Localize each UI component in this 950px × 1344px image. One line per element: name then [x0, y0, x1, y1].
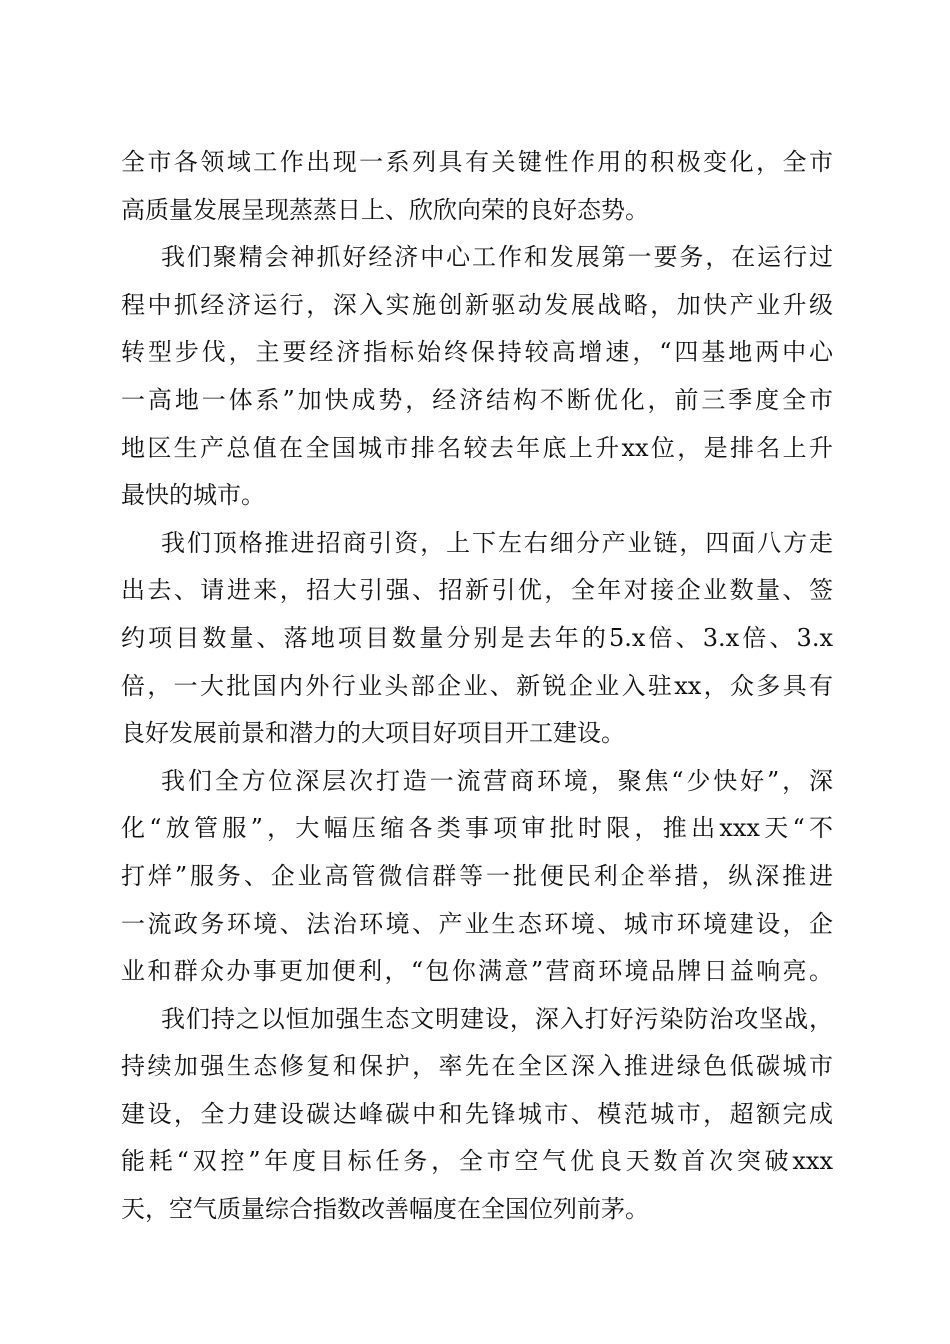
text-line: 天，空气质量综合指数改善幅度在全国位列前茅。 [121, 1195, 649, 1224]
text-line: 转型步伐，主要经济指标始终保持较高增速，“四基地两中心 [121, 338, 833, 367]
document-body [121, 139, 833, 1234]
text-line: 化“放管服”，大幅压缩各类事项审批时限，推出xxx天“不 [121, 814, 833, 843]
text-line: 持续加强生态修复和保护，率先在全区深入推进绿色低碳城市 [121, 1052, 833, 1081]
text-line: 能耗“双控”年度目标任务，全市空气优良天数首次突破xxx [121, 1147, 833, 1176]
text-line: 出去、请进来，招大引强、招新引优，全年对接企业数量、签 [121, 576, 833, 605]
text-line: 全市各领域工作出现一系列具有关键性作用的积极变化，全市 [121, 148, 833, 176]
text-line: 打烊”服务、企业高管微信群等一批便民利企举措，纵深推进 [121, 861, 833, 890]
text-line: 最快的城市。 [121, 481, 265, 510]
text-line: 业和群众办事更加便利，“包你满意”营商环境品牌日益响亮。 [121, 957, 833, 986]
paragraph-first-line: 我们持之以恒加强生态文明建设，深入打好污染防治攻坚战， [161, 1004, 833, 1033]
text-line: 高质量发展呈现蒸蒸日上、欣欣向荣的良好态势。 [121, 195, 649, 224]
paragraph-first-line: 我们顶格推进招商引资，上下左右细分产业链，四面八方走 [161, 528, 833, 557]
paragraph-first-line: 我们聚精会神抓好经济中心工作和发展第一要务，在运行过 [161, 243, 833, 272]
text-line: 建设，全力建设碳达峰碳中和先锋城市、模范城市，超额完成 [121, 1099, 833, 1128]
text-line: 程中抓经济运行，深入实施创新驱动发展战略，加快产业升级 [121, 290, 833, 319]
text-line: 一高地一体系”加快成势，经济结构不断优化，前三季度全市 [121, 385, 833, 414]
text-line: 一流政务环境、法治环境、产业生态环境、城市环境建设，企 [121, 909, 833, 938]
text-line: 倍，一大批国内外行业头部企业、新锐企业入驻xx，众多具有 [121, 671, 833, 700]
paragraph-first-line: 我们全方位深层次打造一流营商环境，聚焦“少快好”，深 [161, 766, 833, 795]
text-line: 约项目数量、落地项目数量分别是去年的5.x倍、3.x倍、3.x [121, 623, 833, 652]
text-line: 地区生产总值在全国城市排名较去年底上升xx位，是排名上升 [121, 433, 833, 462]
text-line: 良好发展前景和潜力的大项目好项目开工建设。 [121, 719, 625, 748]
